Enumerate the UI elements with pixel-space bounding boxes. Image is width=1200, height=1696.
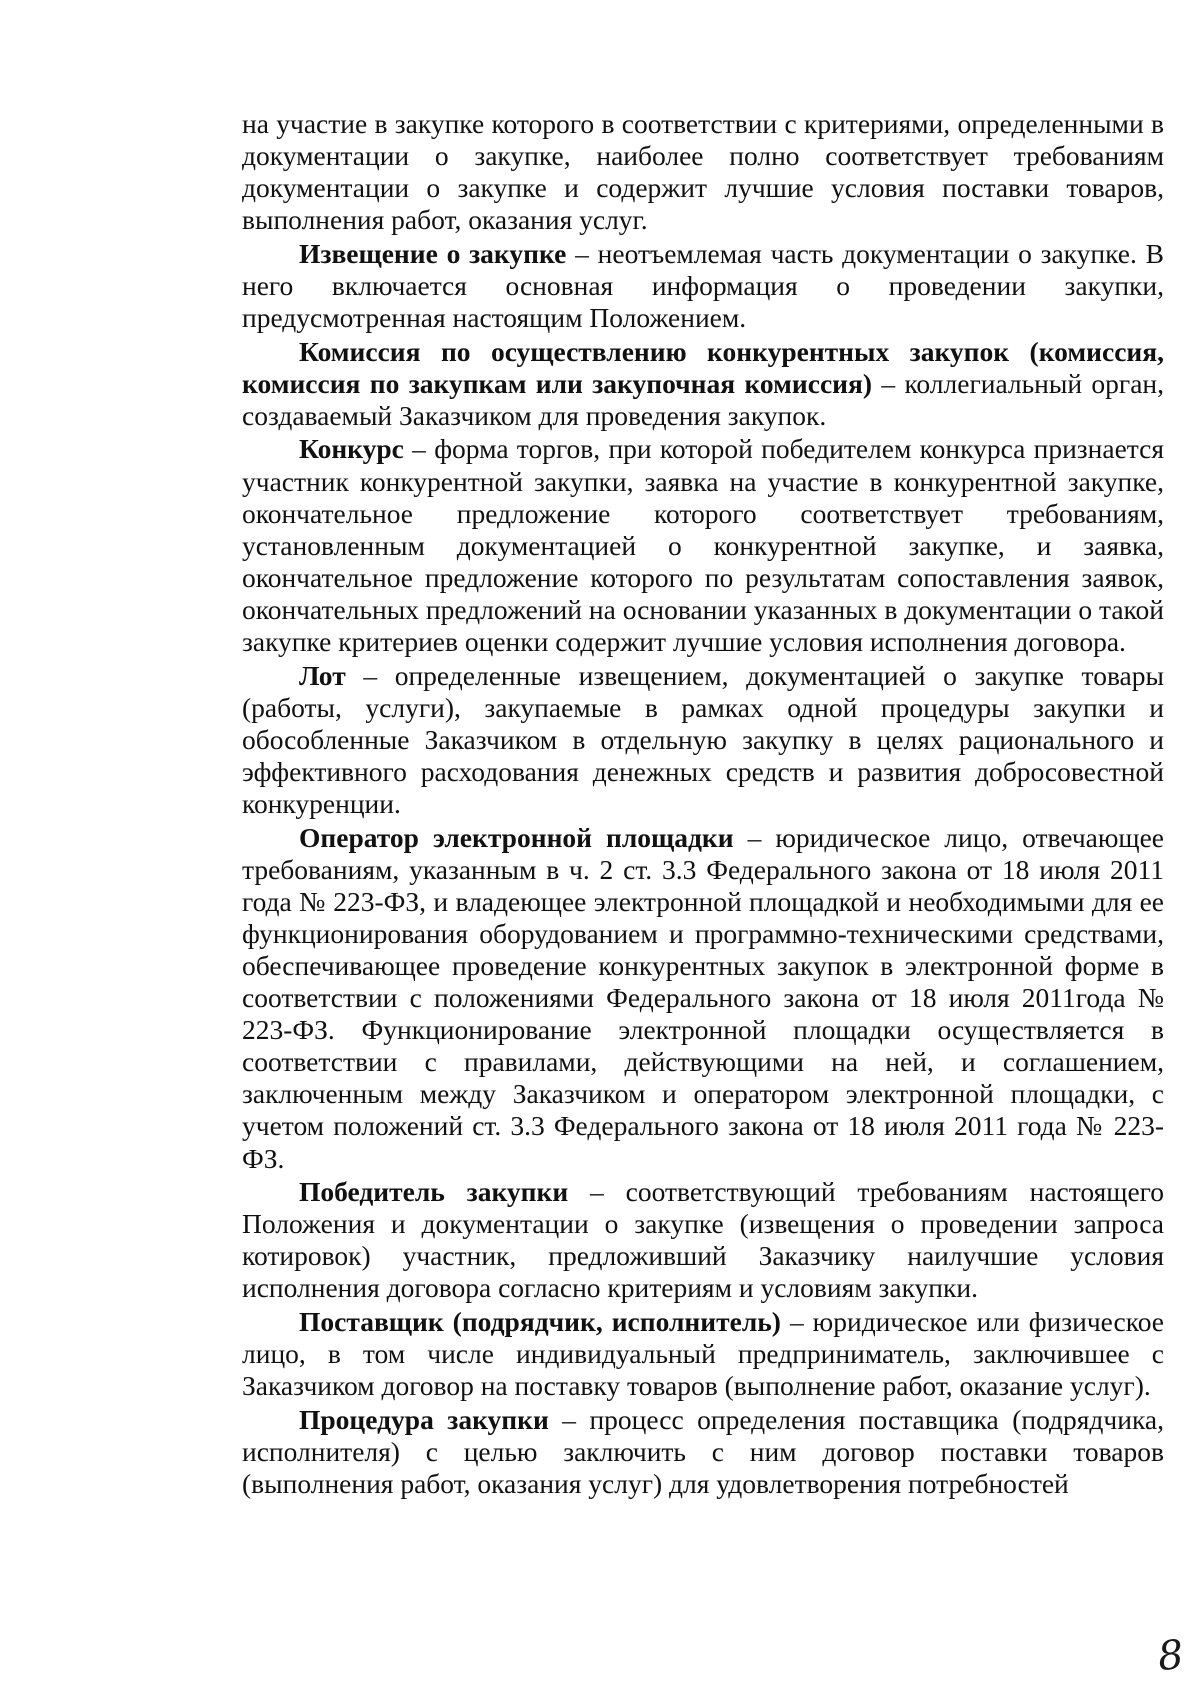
definition-operator (242, 822, 1164, 1175)
definition-text: – неотъемлемая часть документации о закупке. В него включается основная информация о проведении закупки, предусмотренная настоящим Положением. (242, 237, 1164, 334)
definition-text: – юридическое лицо, отвечающее требованиям, указанным в ч. 2 ст. 3.3 Федерального закона от 18 июля 2011 года № 223-ФЗ, и владеющее электронной площадкой и необходимыми для ее функционирования оборудованием и программно-техническими средствами, обеспечивающее проведение конкурентных закупок в электронной форме в соответствии с положениями Федерального закона от 18 июля 2011года № 223-ФЗ. Функционирование электронной площадки осуществляется в соответствии с правилами, действующими на ней, и соглашением, заключенным между Заказчиком и оператором электронной площадки, с учетом положений ст. 3.3 Федерального закона от 18 июля 2011 года № 223-ФЗ. (242, 821, 1164, 1174)
definition-term: Комиссия по осуществлению конкурентных закупок (комиссия, комиссия по закупкам или закупочная комиссия) (242, 335, 1164, 399)
definition-term: Победитель закупки (299, 1176, 569, 1208)
definition-text: – соответствующий требованиям настоящего Положения и документации о закупке (извещения о проведении запроса котировок) участник, предложивший Заказчику наилучшие условия исполнения договора согласно критериям и условиям закупки. (242, 1176, 1164, 1304)
paragraph-continuation (242, 108, 1164, 236)
definition-term: Процедура закупки (299, 1403, 549, 1435)
definition-komissiya (242, 336, 1164, 432)
definition-konkurs (242, 433, 1164, 658)
definition-lot (242, 660, 1164, 820)
definition-term: Конкурс (299, 433, 404, 465)
definition-text: – юридическое или физическое лицо, в том числе индивидуальный предприниматель, заключившее с Заказчиком договор на поставку товаров (выполнение работ, оказание услуг). (242, 1305, 1165, 1402)
page-number: 8 (1155, 1631, 1186, 1681)
definition-term: Оператор электронной площадки (299, 821, 734, 853)
definition-postavshchik (242, 1306, 1164, 1402)
definition-term: Поставщик (подрядчик, исполнитель) (299, 1305, 781, 1337)
definition-text: – определенные извещением, документацией о закупке товары (работы, услуги), закупаемые в рамках одной процедуры закупки и обособленные Заказчиком в отдельную закупку в целях рационального и эффективного расходования денежных средств и развития добросовестной конкуренции. (242, 659, 1164, 819)
definition-text: – коллегиальный орган, создаваемый Заказчиком для проведения закупок. (242, 367, 1164, 431)
definition-pobeditel (242, 1176, 1164, 1304)
paragraph-text: на участие в закупке которого в соответствии с критериями, определенными в документации о закупке, наиболее полно соответствует требованиям документации о закупке и содержит лучшие условия поставки товаров, выполнения работ, оказания услуг. (242, 108, 1164, 236)
definition-text: – форма торгов, при которой победителем конкурса признается участник конкурентной закупки, заявка на участие в конкурентной закупке, окончательное предложение которого соответствует требованиям, установленным документацией о конкурентной закупке, и заявка, окончательное предложение которого по результатам сопоставления заявок, окончательных предложений на основании указанных в документации о такой закупке критериев оценки содержит лучшие условия исполнения договора. (242, 433, 1164, 657)
definition-term: Извещение о закупке (299, 237, 567, 269)
definition-text: – процесс определения поставщика (подрядчика, исполнителя) с целью заключить с ним договор поставки товаров (выполнения работ, оказания услуг) для удовлетворения потребностей (242, 1403, 1164, 1499)
document-body (242, 108, 1164, 1502)
definition-procedura (242, 1404, 1164, 1500)
definition-izveshchenie (242, 238, 1164, 334)
definition-term: Лот (299, 659, 346, 691)
